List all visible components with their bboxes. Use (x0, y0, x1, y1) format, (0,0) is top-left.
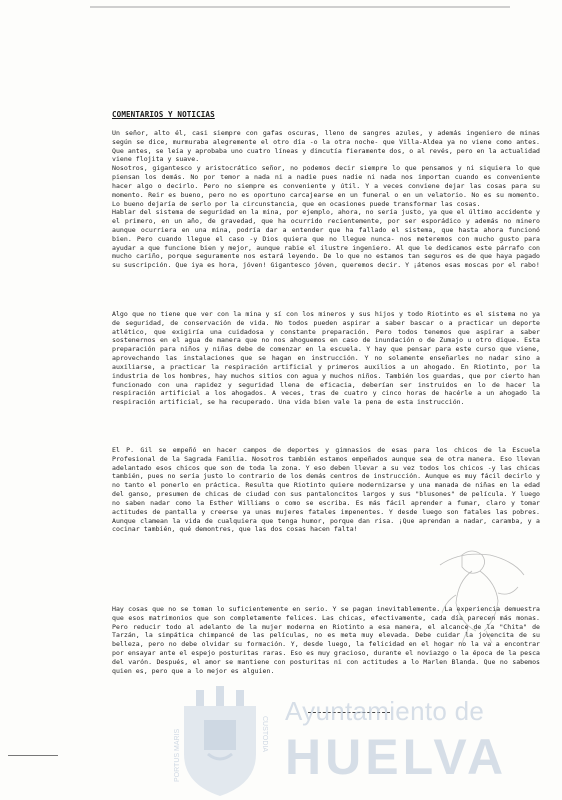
paragraph-1: Un señor, alto él, casi siempre con gafas oscuras, lleno de sangres azules, y además ingeniero de minas según se dice, murmuraba alegremente el otro día -o la otra noche- que Villa-Aldea ya no viene como antes. Que antes, se leía y aprobaba uno cuatro líneas y dimcutía fieramente dos, o al revés, pero en la actualidad viene flojita y suave. Nosotros, gigantesco y aristocrático señor, no podemos decir siempre lo que pensamos y ni siquiera lo que piensan los demás. No por temor a nada ni a nadie pues nadie ni nada nos importan cuando es conveniente hacer algo o decirlo. Pero no siempre es conveniente y útil. Y a veces conviene dejar las cosas para su momento. Reir es bueno, pero no es oportuno carcajearse en un funeral o en un velatorio. No es su momento. Lo bueno dejaría de serlo por la circunstancia, que en ocasiones puede transformar las cosas. Hablar del sistema de seguridad en la mina, por ejemplo, ahora, no sería justo, ya que el último accidente y el primero, en un año, de gravedad, que ha ocurrido recientemente, por ser esporádico y además no minero aunque ocurriera en una mina, podría dar a entender que ha fallado el sistema, que hasta ahora funcionó bien. Pero cuando llegue el caso -y Dios quiera que no llegue nunca- nos meteremos con mucho gusto para ayudar a que funcione bien y mejor, aunque rabie el ilustre ingeniero. Al que le dedicamos este párrafo con mucho cariño, porque seguramente nos estará leyendo. De lo que no estamos tan seguros es de que haya pagado su suscripción. Que iya es hora, jóven! Gigantesco jóven, queremos decir. Y ¡átenos esas moscas por el rabo! (112, 129, 540, 270)
scan-edge-mark (8, 755, 58, 756)
svg-text:CUSTODIA: CUSTODIA (261, 716, 268, 753)
paragraph-2: Algo que no tiene que ver con la mina y sí con los mineros y sus hijos y todo Riotinto es el sistema no ya de seguridad, de conservación de vida. No todos pueden aspirar a saber bascar o a practicar un deporte atlético, que exigiría una cuidadosa y constante preparación. Pero todos tenemos que aspirar a saber sostenernos en el agua de manera que no nos ahoguemos en caso de inundación o de Zumajo u otro dique. Esta preparación para niños y niñas debe de comenzar en la escuela. Y hay que pensar para este curso que viene, aprovechando las instalaciones que se hagan en instrucción. Y no solamente enseñarles no nadar sino a auxiliarse, a practicar la respiración artificial y primeros auxilios a un ahogado. En Riotinto, por la industria de los hombres, hay muchos sitios con agua y muchos niños. También los guardas, que por cierto han funcionado con una rapidez y seguridad llena de eficacia, deberían ser instruidos en lo de hacer la respiración artificial a los ahogados. A veces, tras de cuatro y cinco horas de hacérle a un ahogado la respiración artificial, se ha recuperado. Una vida bien vale la pena de esta instrucción. (112, 310, 540, 407)
svg-text:PORTUS MARIS: PORTUS MARIS (174, 728, 181, 782)
ayuntamiento-watermark (170, 686, 520, 798)
scan-edge-line (90, 6, 510, 8)
watermark-line-2: HUELVA (285, 729, 508, 785)
watermark-line-1: Ayuntamiento de (285, 696, 485, 726)
city-seal-icon (170, 686, 270, 798)
section-heading: COMENTARIOS Y NOTICIAS (112, 110, 215, 119)
margin-sketch-figure (432, 535, 532, 645)
paragraph-4: Hay cosas que no se toman lo suficientemente en serio. Y se pagan inevitablemente. La experiencia demuestra que esos matrimonios que son completamente felices. Las chicas, efectivamente, cada día parecen más monas. Pero reducir todo al adelanto de la mujer moderna en Riotinto a esa manera, el alcance de la "Chita" de Tarzán, la simpática chimpancé de las películas, no es meta muy elevada. Debe cuidar la jovencita de su belleza, pero no debe olvidar su formación. Y, desde luego, la felicidad en el hogar no la va a encontrar por ensayar ante el espejo posturitas raras. Eso es muy gracioso, durante el noviazgo o la época de la pesca del varón. Después, el amor se mantiene con posturitas ni con actitudes a lo Marlen Blanda. Que no sabemos quien es, pero que a lo mejor es alguien. (112, 605, 540, 675)
paragraph-3: El P. Gil se empeñó en hacer campos de deportes y gimnasios de esas para los chicos de la Escuela Profesional de la Sagrada Familia. Nosotros también estamos empeñados aunque sea de otra manera. Eso llevan adelantado esos chicos que son de toda la zona. Y eso deben llevar a su vez todos los chicos -y las chicas también, pues no sería justo lo contrario de los demás centros de instrucción. Aunque es muy fácil decirlo y no tanto el ponerlo en práctica. Resulta que Riotinto quiere modernizarse y una manada de niñas en la edad del ganso, presumen de chicas de ciudad con sus pantaloncitos largos y sus "blusones" de película. Y luego no saben nadar como la Esther Williams o como se escriba. Es más fácil aprender a fumar, claro y tomar actitudes de pantalla y creerse ya unas mujeres fatales impenentes. Y desde luego son fatales las pobres. Aunque clamean la vida de cualquiera que tenga humor, porque dan risa. ¡Que aprendan a nadar, caramba, y a cocinar también, qué demontres, que las dos cosas hacen falta! (112, 446, 540, 534)
